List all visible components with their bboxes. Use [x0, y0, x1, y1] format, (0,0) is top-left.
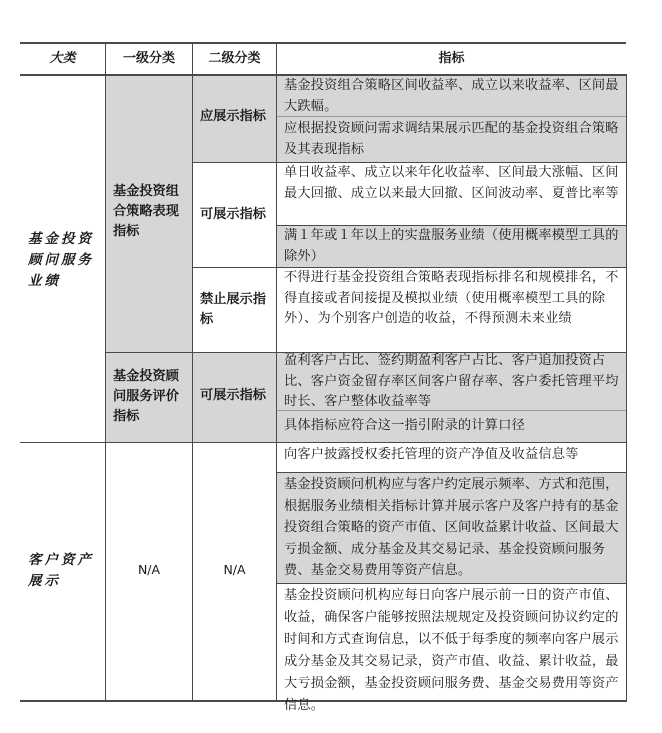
header-indicator: 指标 — [438, 51, 465, 66]
col-divider-3 — [276, 42, 277, 702]
header-level1: 一级分类 — [122, 51, 175, 66]
indicator-eval-1: 盈利客户占比、签约期盈利客户占比、客户追加投资占比、客户资金留存率区间客户留存率、客户委托管理平均时长、客户整体收益率等 — [284, 353, 619, 409]
category-asset-display: 客户资产展示 — [28, 552, 94, 589]
row-divider — [277, 583, 626, 584]
level1-na: N/A — [137, 562, 161, 577]
level2-should-show: 应展示指标 — [200, 109, 266, 124]
header-category: 大类 — [49, 51, 76, 66]
level2-na: N/A — [223, 562, 246, 577]
row-divider — [277, 472, 626, 473]
level2-can-show-eval: 可展示指标 — [200, 388, 266, 403]
header-level2: 二级分类 — [208, 51, 261, 66]
table-top-border — [20, 42, 626, 44]
indicator-can-1: 单日收益率、成立以来年化收益率、区间最大涨幅、区间最大回撤、成立以来最大回撤、区间波动率、夏普比率等 — [284, 165, 619, 201]
level1-strategy-indicators: 基金投资组合策略表现指标 — [113, 184, 179, 239]
col-divider-1 — [105, 42, 106, 702]
category-service-performance: 基金投资顾问服务业绩 — [28, 231, 94, 289]
indicator-should-2: 应根据投资顾问需求调结果展示匹配的基金投资组合策略及其表现指标 — [284, 121, 619, 157]
indicator-forbidden: 不得进行基金投资组合策略表现指标排名和规模排名，不得直接或者间接提及模拟业绩（使用概率模型工具的除外）、为个别客户创造的收益，不得预测未来业绩 — [284, 270, 619, 326]
indicator-eval-2: 具体指标应符合这一指引附录的计算口径 — [284, 418, 525, 433]
indicator-asset-2: 基金投资顾问机构应与客户约定展示频率、方式和范围，根据服务业绩相关指标计算并展示客户及客户持有的基金投资组合策略的资产市值、区间收益累计收益、区间最大亏损金额、成分基金及其交易记录、基金投资顾问服务费、基金交易费用等资产信息。 — [284, 477, 619, 578]
indicator-should-1: 基金投资组合策略区间收益率、成立以来收益率、区间最大跌幅。 — [284, 78, 619, 114]
indicator-asset-1: 向客户披露授权委托管理的资产净值及收益信息等 — [284, 447, 579, 462]
level1-evaluation-indicators: 基金投资顾问服务评价指标 — [113, 369, 179, 424]
col-divider-2 — [192, 42, 193, 702]
indicator-can-2: 满１年或１年以上的实盘服务业绩（使用概率模型工具的除外） — [284, 228, 619, 264]
level2-forbidden: 禁止展示指标 — [200, 292, 266, 327]
col-right-border — [626, 74, 627, 702]
section-divider — [20, 442, 626, 443]
level2-can-show: 可展示指标 — [200, 207, 266, 222]
indicator-asset-3: 基金投资顾问机构应每日向客户展示前一日的资产市值、收益，确保客户能够按照法规规定及投资顾问协议约定的时间和方式查询信息，以不低于每季度的频率向客户展示成分基金及其交易记录，资产市值、收益、累计收益，最大亏损金额，基金投资顾问服务费、基金交易费用等资产信息。 — [284, 588, 619, 713]
